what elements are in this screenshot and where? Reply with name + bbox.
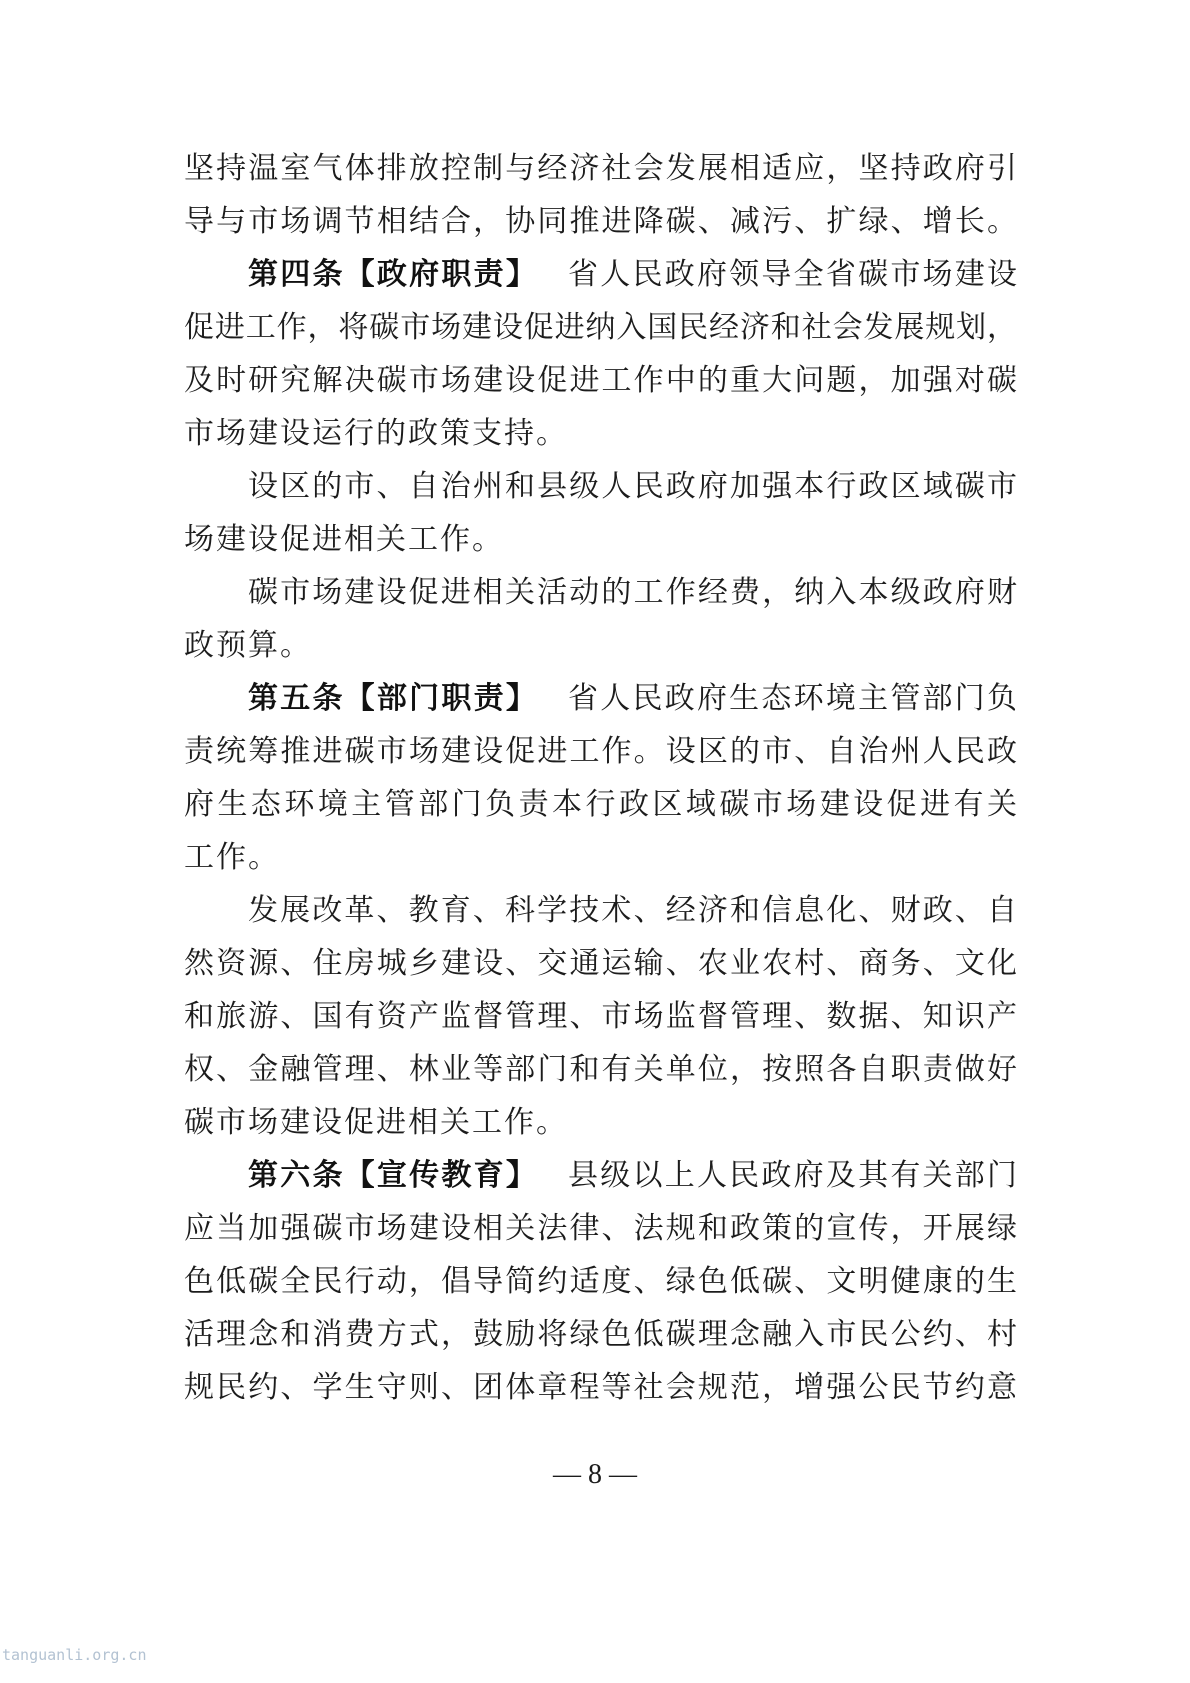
body-text-line: 色低碳全民行动，倡导简约适度、绿色低碳、文明健康的生 bbox=[184, 1264, 1017, 1299]
body-text-line: 坚持温室气体排放控制与经济社会发展相适应，坚持政府引 bbox=[184, 151, 1017, 186]
article-first-line bbox=[184, 672, 1017, 725]
body-text-line: 政预算。 bbox=[184, 628, 312, 663]
body-text-line: 应当加强碳市场建设相关法律、法规和政策的宣传，开展绿 bbox=[184, 1211, 1017, 1246]
paragraph bbox=[184, 142, 1017, 248]
article-first-line bbox=[184, 1149, 1017, 1202]
body-text-line: 促进工作，将碳市场建设促进纳入国民经济和社会发展规划， bbox=[184, 310, 1017, 345]
body-text-line: 和旅游、国有资产监督管理、市场监督管理、数据、知识产 bbox=[184, 999, 1017, 1034]
paragraph bbox=[184, 460, 1017, 566]
body-text-line: 工作。 bbox=[184, 840, 280, 875]
body-text-line: 府生态环境主管部门负责本行政区域碳市场建设促进有关 bbox=[184, 787, 1017, 822]
watermark-text: tanguanli.org.cn bbox=[2, 1646, 147, 1664]
body-text-line: 省人民政府领导全省碳市场建设 bbox=[568, 257, 1018, 292]
body-text-line: 设区的市、自治州和县级人民政府加强本行政区域碳市 bbox=[248, 469, 1017, 504]
article-heading: 第四条【政府职责】 bbox=[248, 257, 539, 292]
body-text-line: 发展改革、教育、科学技术、经济和信息化、财政、自 bbox=[248, 893, 1017, 928]
body-text-line: 规民约、学生守则、团体章程等社会规范，增强公民节约意 bbox=[184, 1370, 1017, 1405]
body-text-line: 碳市场建设促进相关活动的工作经费，纳入本级政府财 bbox=[248, 575, 1017, 610]
article-heading: 第六条【宣传教育】 bbox=[248, 1158, 539, 1193]
article-paragraph bbox=[184, 248, 1017, 460]
article-heading: 第五条【部门职责】 bbox=[248, 681, 539, 716]
body-text-line: 然资源、住房城乡建设、交通运输、农业农村、商务、文化 bbox=[184, 946, 1017, 981]
body-text-line: 县级以上人民政府及其有关部门 bbox=[568, 1158, 1018, 1193]
body-text-line: 碳市场建设促进相关工作。 bbox=[184, 1105, 568, 1140]
body-text-line: 及时研究解决碳市场建设促进工作中的重大问题，加强对碳 bbox=[184, 363, 1017, 398]
body-text-line: 权、金融管理、林业等部门和有关单位，按照各自职责做好 bbox=[184, 1052, 1017, 1087]
paragraph bbox=[184, 884, 1017, 1149]
body-text-line: 导与市场调节相结合，协同推进降碳、减污、扩绿、增长。 bbox=[184, 204, 1017, 239]
article-paragraph bbox=[184, 1149, 1017, 1414]
body-text-line: 省人民政府生态环境主管部门负 bbox=[568, 681, 1018, 716]
body-text bbox=[184, 142, 1017, 1414]
article-first-line bbox=[184, 248, 1017, 301]
paragraph bbox=[184, 566, 1017, 672]
page-number: — 8 — bbox=[553, 1459, 637, 1490]
body-text-line: 场建设促进相关工作。 bbox=[184, 522, 504, 557]
body-text-line: 活理念和消费方式，鼓励将绿色低碳理念融入市民公约、村 bbox=[184, 1317, 1017, 1352]
article-paragraph bbox=[184, 672, 1017, 884]
body-text-line: 责统筹推进碳市场建设促进工作。设区的市、自治州人民政 bbox=[184, 734, 1017, 769]
body-text-line: 市场建设运行的政策支持。 bbox=[184, 416, 568, 451]
